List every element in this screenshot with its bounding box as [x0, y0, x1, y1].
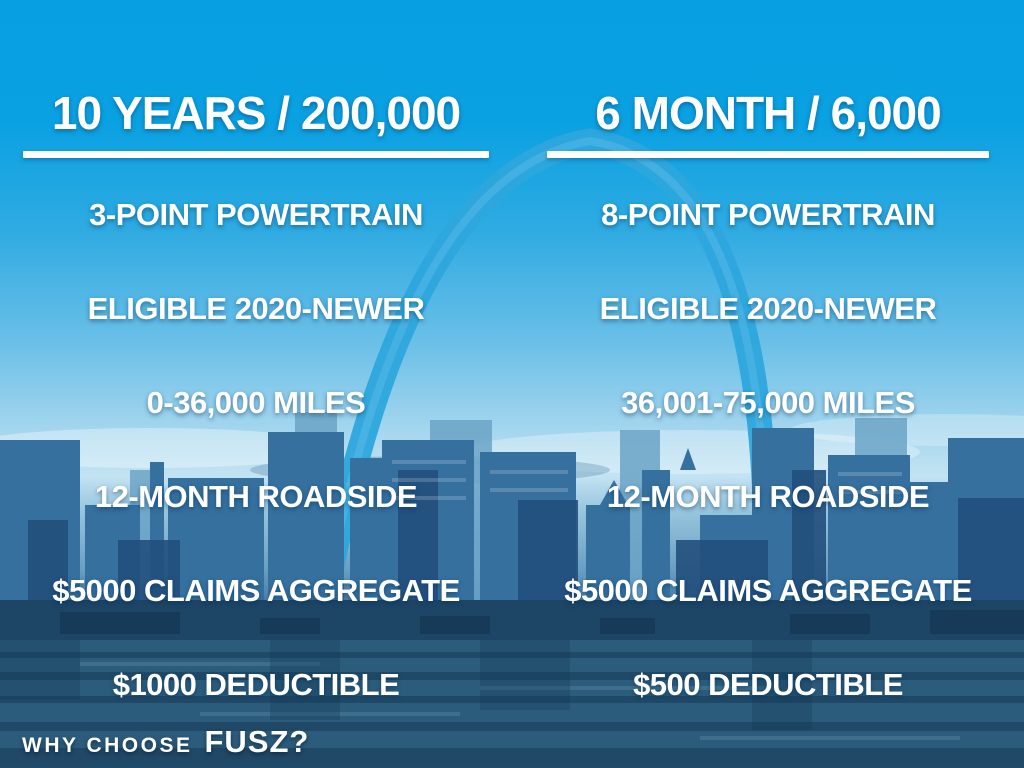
plan-title-right: 6 MONTH / 6,000	[595, 87, 941, 139]
feature-roadside-left: 12-MONTH ROADSIDE	[94, 479, 418, 514]
feature-eligibility-right: ELIGIBLE 2020-NEWER	[599, 291, 937, 326]
feature-deductible-left: $1000 DEDUCTIBLE	[112, 667, 400, 702]
fusz-brand-logo: FUSZ?	[204, 724, 310, 759]
title-underline-left	[23, 151, 489, 158]
feature-claims-left: $5000 CLAIMS AGGREGATE	[52, 573, 460, 608]
feature-roadside-right: 12-MONTH ROADSIDE	[606, 479, 930, 514]
feature-powertrain-left: 3-POINT POWERTRAIN	[89, 197, 423, 232]
feature-powertrain-right: 8-POINT POWERTRAIN	[601, 197, 935, 232]
footer-tagline	[22, 724, 309, 760]
feature-deductible-right: $500 DEDUCTIBLE	[633, 667, 903, 702]
feature-eligibility-left: ELIGIBLE 2020-NEWER	[87, 291, 425, 326]
plan-title-left: 10 YEARS / 200,000	[51, 87, 461, 139]
plan-column-right	[512, 0, 1024, 768]
title-underline-right	[547, 151, 989, 158]
feature-mileage-left: 0-36,000 MILES	[146, 385, 366, 420]
footer-why-choose-text: WHY CHOOSE	[22, 734, 193, 757]
feature-list-right	[512, 168, 1024, 732]
feature-list-left	[0, 168, 512, 732]
feature-claims-right: $5000 CLAIMS AGGREGATE	[564, 573, 972, 608]
feature-mileage-right: 36,001-75,000 MILES	[621, 385, 915, 420]
